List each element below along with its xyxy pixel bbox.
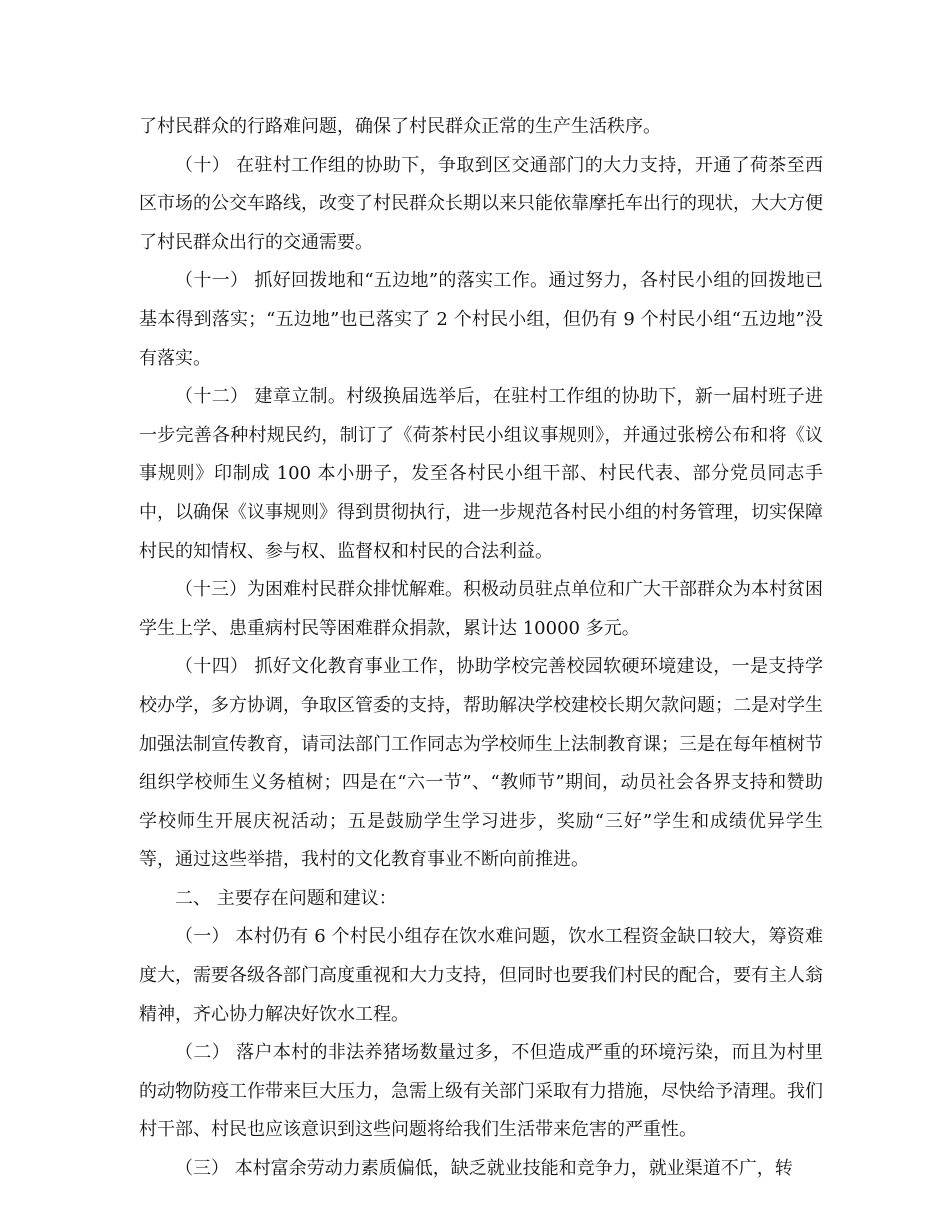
paragraph-item-14: （十四） 抓好文化教育事业工作，协助学校完善校园软硬环境建设，一是支持学校办学，多方协调，争取区管委的支持，帮助解决学校建校长期欠款问题；二是对学生加强法制宣传教育，请司法部门工作同志为学校师生上法制教育课；三是在每年植树节组织学校师生义务植树；四是在“六一节”、“教师节”期间，动员社会各界支持和赞助学校师生开展庆祝活动；五是鼓励学生学习进步，奖励“三好”学生和成绩优异学生等，通过这些举措，我村的文化教育事业不断向前推进。: [139, 656, 823, 871]
paragraph-continuation: 了村民群众的行路难问题，确保了村民群众正常的生产生活秩序。: [139, 116, 661, 137]
section-heading-problems: 二、 主要存在问题和建议：: [175, 887, 397, 909]
paragraph-problem-3: （三） 本村富余劳动力素质偏低，缺乏就业技能和竞争力，就业渠道不广，转: [175, 1158, 793, 1180]
paragraph-item-13: （十三）为困难村民群众排忧解难。积极动员驻点单位和广大干部群众为本村贫困学生上学、患重病村民等困难群众捐款，累计达 10000 多元。: [139, 579, 823, 639]
paragraph-item-12: （十二） 建章立制。村级换届选举后，在驻村工作组的协助下，新一届村班子进一步完善各种村规民约，制订了《荷茶村民小组议事规则》，并通过张榜公布和将《议事规则》印制成 100 本小册子，发至各村民小组干部、村民代表、部分党员同志手中，以确保《议事规则》得到贯彻执行，进一步规范各村民小组的村务管理，切实保障村民的知情权、参与权、监督权和村民的合法利益。: [139, 386, 823, 562]
document-body: [139, 108, 823, 1189]
paragraph-item-10: （十） 在驻村工作组的协助下，争取到区交通部门的大力支持，开通了荷茶至西区市场的公交车路线，改变了村民群众长期以来只能依靠摩托车出行的现状，大大方便了村民群众出行的交通需要。: [139, 154, 823, 253]
paragraph-problem-1: （一） 本村仍有 6 个村民小组存在饮水难问题，饮水工程资金缺口较大，筹资难度大，需要各级各部门高度重视和大力支持，但同时也要我们村民的配合，要有主人翁精神，齐心协力解决好饮水工程。: [139, 926, 823, 1025]
paragraph-item-11: （十一） 抓好回拨地和“五边地”的落实工作。通过努力，各村民小组的回拨地已基本得到落实；“五边地”也已落实了 2 个村民小组，但仍有 9 个村民小组“五边地”没有落实。: [139, 270, 823, 369]
paragraph-problem-2: （二） 落户本村的非法养猪场数量过多，不但造成严重的环境污染，而且为村里的动物防疫工作带来巨大压力，急需上级有关部门采取有力措施，尽快给予清理。我们村干部、村民也应该意识到这些问题将给我们生活带来危害的严重性。: [139, 1042, 823, 1141]
